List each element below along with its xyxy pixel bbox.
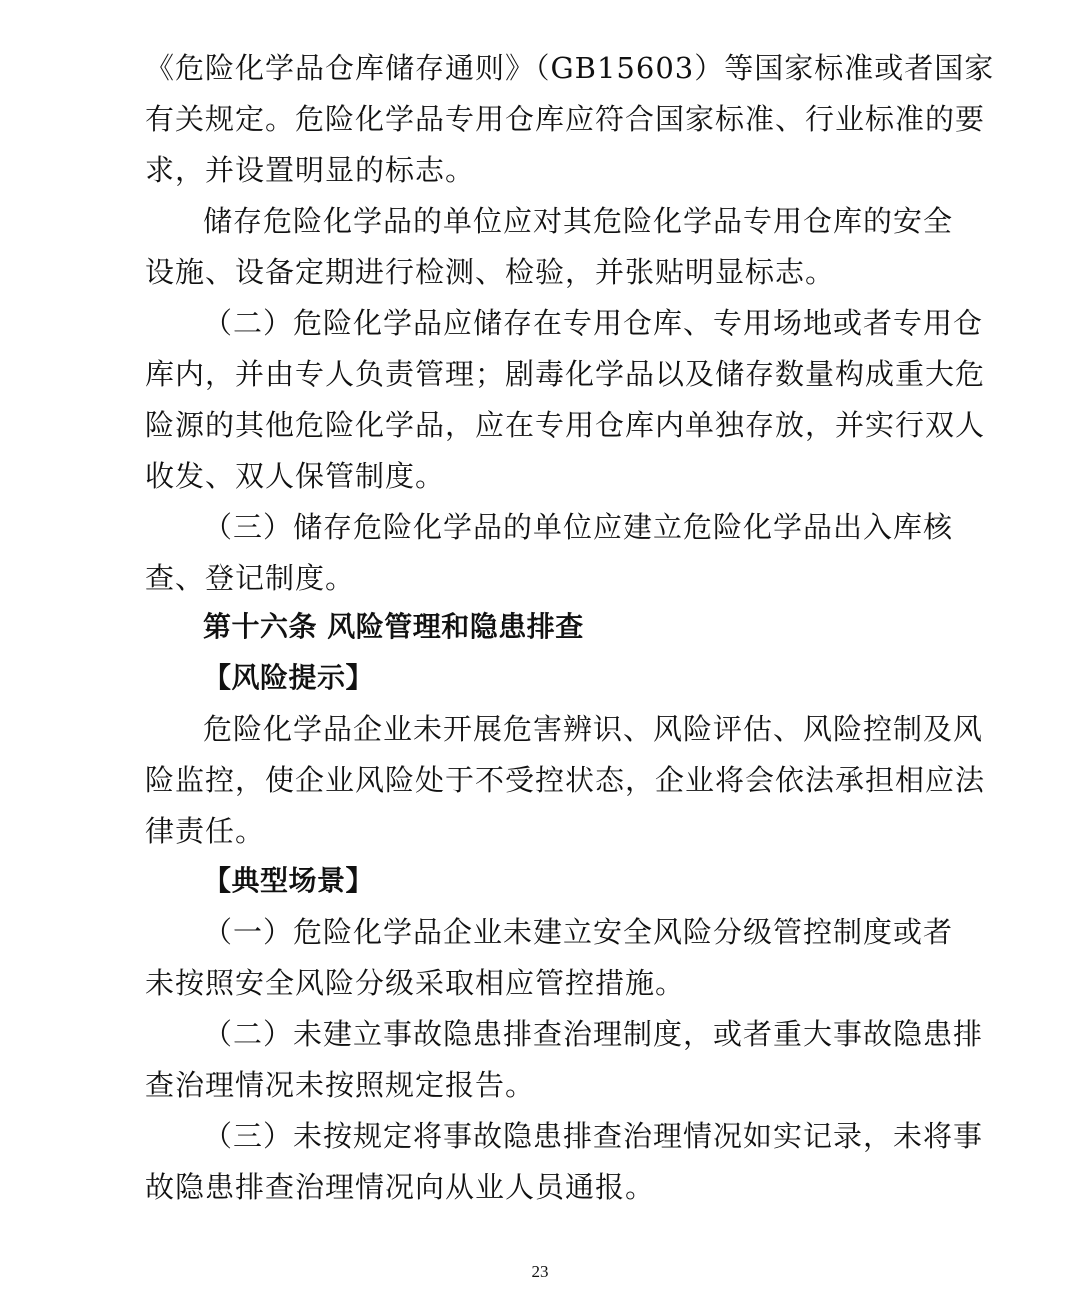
paragraph-line: （二）未建立事故隐患排查治理制度，或者重大事故隐患排 — [203, 1017, 984, 1051]
paragraph-line: （一）危险化学品企业未建立安全风险分级管控制度或者 — [203, 915, 954, 949]
section-heading-risk-tip: 【风险提示】 — [203, 661, 375, 694]
paragraph-line: 未按照安全风险分级采取相应管控措施。 — [145, 966, 686, 1000]
paragraph-line: 危险化学品企业未开展危害辨识、风险评估、风险控制及风 — [203, 712, 984, 746]
paragraph-line: 求，并设置明显的标志。 — [145, 153, 476, 187]
article-heading: 第十六条 风险管理和隐患排查 — [203, 610, 584, 643]
paragraph-line: 库内，并由专人负责管理；剧毒化学品以及储存数量构成重大危 — [145, 357, 986, 391]
paragraph-line: 有关规定。危险化学品专用仓库应符合国家标准、行业标准的要 — [145, 102, 986, 136]
paragraph-line: （三）储存危险化学品的单位应建立危险化学品出入库核 — [203, 510, 954, 544]
paragraph-line: 律责任。 — [145, 814, 266, 848]
page-number: 23 — [531, 1262, 549, 1281]
paragraph-line: （二）危险化学品应储存在专用仓库、专用场地或者专用仓 — [203, 306, 984, 340]
paragraph-line: 查、登记制度。 — [145, 561, 356, 595]
paragraph-line: 故隐患排查治理情况向从业人员通报。 — [145, 1170, 656, 1204]
section-heading-typical-scenarios: 【典型场景】 — [203, 864, 375, 897]
paragraph-line: 设施、设备定期进行检测、检验，并张贴明显标志。 — [145, 255, 836, 289]
paragraph-line: 险源的其他危险化学品，应在专用仓库内单独存放，并实行双人 — [145, 408, 986, 442]
paragraph-line: 储存危险化学品的单位应对其危险化学品专用仓库的安全 — [203, 204, 954, 238]
paragraph-line: 险监控，使企业风险处于不受控状态，企业将会依法承担相应法 — [145, 763, 986, 797]
paragraph-line: 查治理情况未按照规定报告。 — [145, 1068, 536, 1102]
paragraph-line: 《危险化学品仓库储存通则》（GB15603）等国家标准或者国家 — [145, 51, 995, 85]
paragraph-line: （三）未按规定将事故隐患排查治理情况如实记录，未将事 — [203, 1119, 984, 1153]
paragraph-line: 收发、双人保管制度。 — [145, 459, 446, 493]
